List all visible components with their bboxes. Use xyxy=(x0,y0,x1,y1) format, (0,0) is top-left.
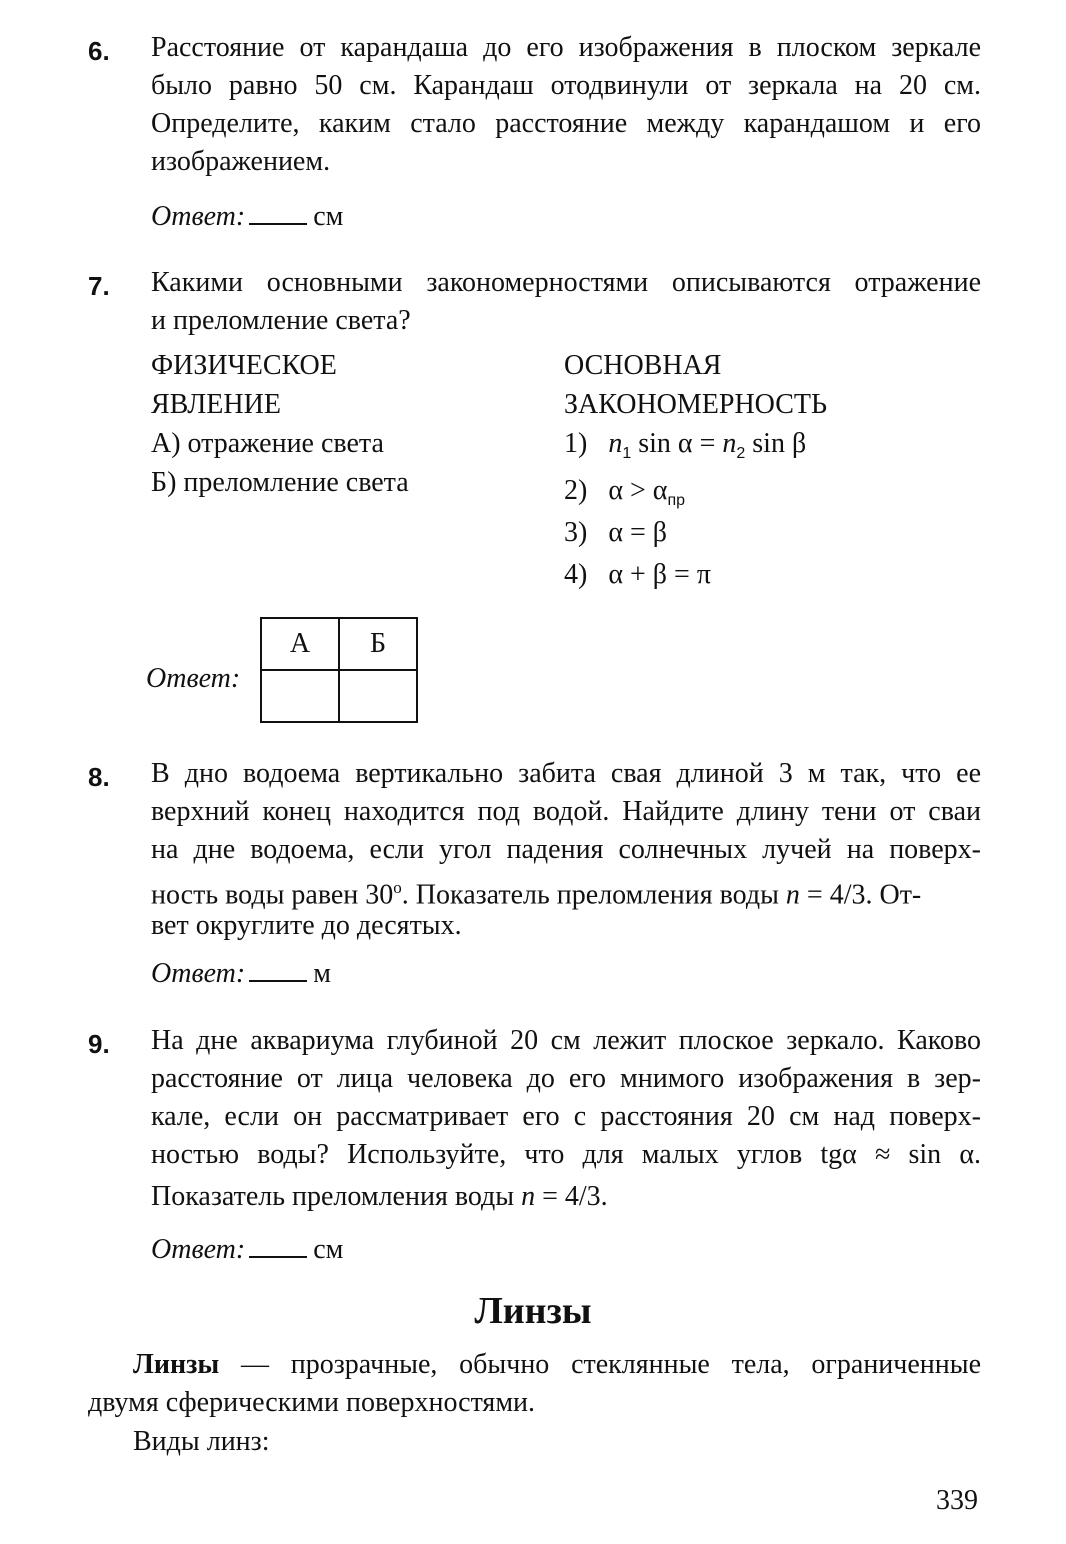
formula-text: α = β xyxy=(608,517,668,548)
formula-sub: 1 xyxy=(622,445,632,462)
question-number: 8. xyxy=(88,762,110,792)
definition-line xyxy=(133,1346,981,1384)
formula-var: n xyxy=(608,428,623,459)
formula-text: sin α = xyxy=(631,428,723,459)
question-text-line: На дне аквариума глубиной 20 см лежит плоское зеркало. Каково xyxy=(151,1025,981,1056)
definition-text: — прозрачные, обычно стеклянные тела, ограниченные xyxy=(219,1349,981,1380)
item-key: Б) xyxy=(151,467,177,498)
answer-unit: см xyxy=(313,1234,344,1265)
answer-line xyxy=(151,955,331,993)
item-key: А) xyxy=(151,428,181,459)
question-number: 9. xyxy=(88,1029,110,1059)
formula-text: sin β xyxy=(745,428,807,459)
question-text-line: Расстояние от карандаша до его изображения в плоском зеркале xyxy=(151,32,981,63)
question-text-line: В дно водоема вертикально забита свая длиной 3 м так, что ее xyxy=(151,758,981,789)
answer-table-cell[interactable] xyxy=(261,670,339,722)
answer-line xyxy=(151,1231,343,1269)
question-text-line: Определите, каким стало расстояние между карандашом и его xyxy=(151,108,981,139)
answer-table-header: А xyxy=(261,618,339,670)
question-number: 7. xyxy=(88,271,110,301)
item-key: 4) xyxy=(564,559,588,590)
question-text-line: и преломление света? xyxy=(151,305,411,336)
answer-unit: м xyxy=(313,958,331,989)
formula-sub: пр xyxy=(667,492,686,509)
answer-label: Ответ: xyxy=(146,663,241,694)
answer-blank[interactable] xyxy=(249,1234,307,1258)
definition-line: двумя сферическими поверхностями. xyxy=(88,1387,536,1418)
formula-var: n xyxy=(722,428,737,459)
answer-line xyxy=(151,198,343,236)
item-key: 1) xyxy=(564,428,588,459)
question-text-line: изображением. xyxy=(151,146,331,177)
answer-table-header: Б xyxy=(339,618,417,670)
answer-blank[interactable] xyxy=(249,958,307,982)
item-key: 3) xyxy=(564,517,588,548)
law-item xyxy=(564,472,685,520)
definition-term: Линзы xyxy=(133,1349,220,1380)
phenomenon-item xyxy=(151,425,384,463)
question-text-line: на дне водоема, если угол падения солнечных лучей на поверх- xyxy=(151,834,981,865)
text-fragment: . Показатель преломления воды xyxy=(401,879,786,911)
law-item xyxy=(564,556,711,594)
answer-label: Ответ: xyxy=(151,201,246,232)
answer-label: Ответ: xyxy=(151,958,246,989)
item-text: преломление света xyxy=(183,467,409,498)
item-key: 2) xyxy=(564,475,588,506)
formula-var: n xyxy=(785,879,800,911)
question-text-line: ностью воды? Используйте, что для малых углов tgα ≈ sin α. xyxy=(151,1139,981,1170)
law-item xyxy=(564,514,667,552)
question-text-line: кале, если он рассматривает его с расстояния 20 см над поверх- xyxy=(151,1101,981,1132)
text-fragment: ность воды равен 30 xyxy=(151,879,394,911)
formula-text: α > α xyxy=(608,475,668,506)
text-fragment: Показатель преломления воды xyxy=(151,1181,522,1212)
right-column-header: ОСНОВНАЯ xyxy=(564,350,722,381)
text-fragment: = 4/3. xyxy=(535,1181,608,1212)
left-column-header: ЯВЛЕНИЕ xyxy=(151,389,281,420)
text-fragment: = 4/3. От- xyxy=(799,879,922,911)
question-text-line: было равно 50 см. Карандаш отодвинули от зеркала на 20 см. xyxy=(151,70,981,101)
section-heading: Линзы xyxy=(474,1290,592,1332)
question-text-line: верхний конец находится под водой. Найдите длину тени от сваи xyxy=(151,796,981,827)
question-text-line: расстояние от лица человека до его мнимого изображения в зер- xyxy=(151,1063,981,1094)
degree-mark: o xyxy=(393,878,402,897)
answer-label: Ответ: xyxy=(151,1234,246,1265)
left-column-header: ФИЗИЧЕСКОЕ xyxy=(151,350,337,381)
phenomenon-item xyxy=(151,464,409,502)
question-text-line: Какими основными закономерностями описываются отражение xyxy=(151,267,981,298)
question-text-line: вет округлите до десятых. xyxy=(151,910,462,941)
law-item xyxy=(564,425,806,473)
page-number: 339 xyxy=(936,1485,978,1516)
question-number: 6. xyxy=(88,36,110,66)
answer-table-cell[interactable] xyxy=(339,670,417,722)
answer-unit: см xyxy=(313,201,344,232)
formula-text: α + β = π xyxy=(608,559,711,590)
right-column-header: ЗАКОНОМЕРНОСТЬ xyxy=(564,389,828,420)
formula-sub: 2 xyxy=(736,445,746,462)
answer-table xyxy=(260,617,418,723)
lens-kinds-label: Виды линз: xyxy=(133,1426,270,1457)
answer-blank[interactable] xyxy=(249,201,307,225)
question-text-line xyxy=(151,1178,608,1216)
formula-var: n xyxy=(521,1181,536,1212)
item-text: отражение света xyxy=(187,428,384,459)
